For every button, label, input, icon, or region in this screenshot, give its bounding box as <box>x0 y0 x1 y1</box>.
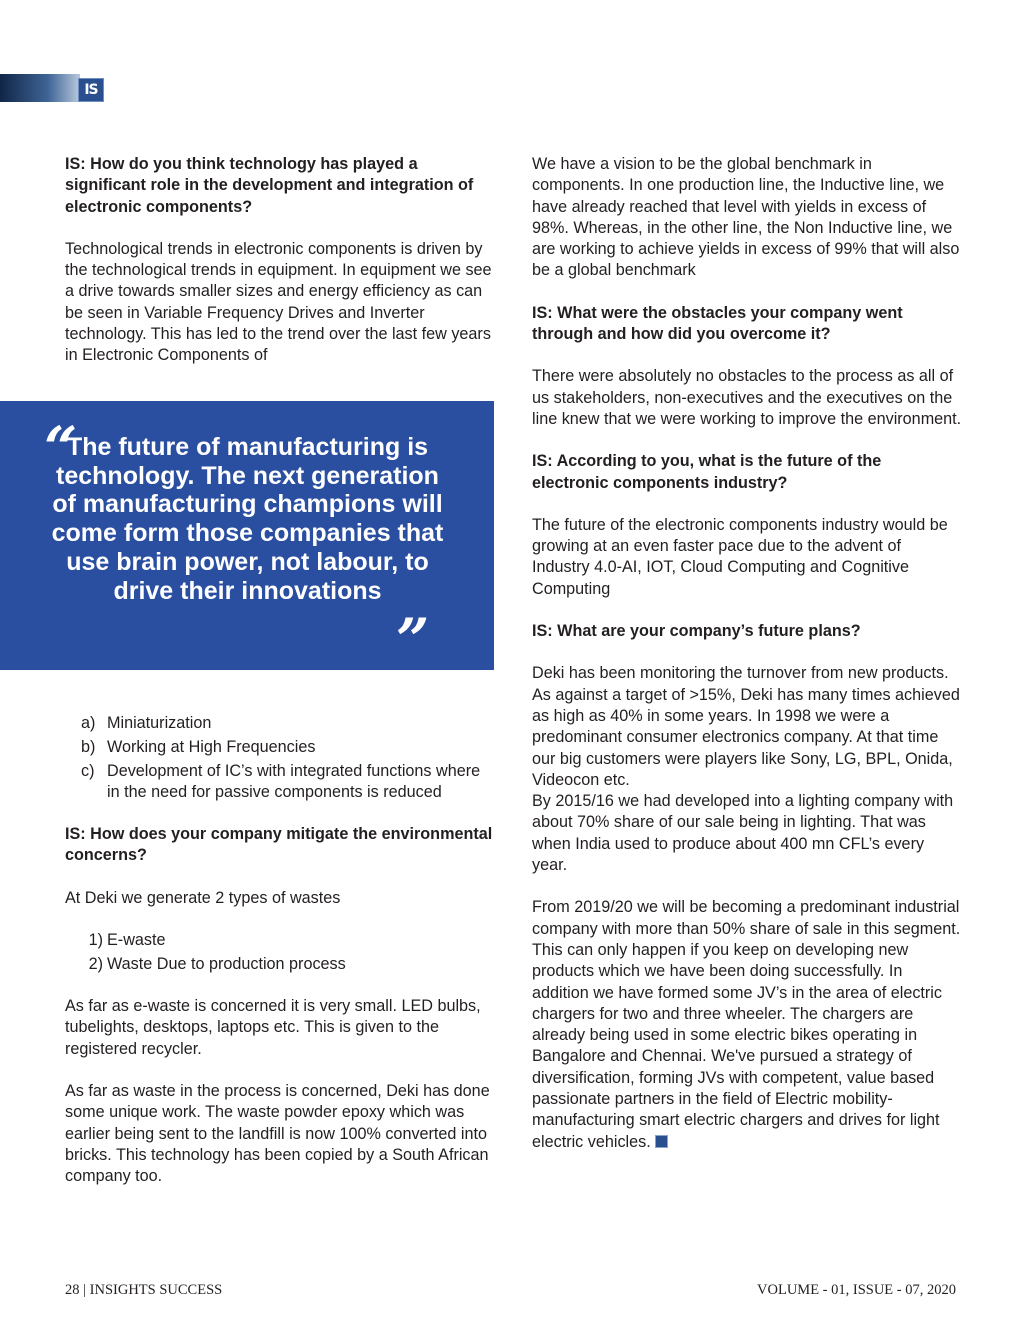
trends-list <box>65 713 497 803</box>
answer-ewaste: As far as e-waste is concerned it is very small. LED bulbs, tubelights, desktops, laptops etc. This is given to the registered recycler. <box>65 997 481 1058</box>
question-technology: IS: How do you think technology has played a significant role in the development and integration of electronic components? <box>65 155 474 216</box>
question-industry-future: IS: According to you, what is the future of the electronic components industry? <box>532 452 882 492</box>
magazine-logo: IS <box>78 78 104 102</box>
list-item: 2) Waste Due to production process <box>88 954 346 973</box>
answer-technology: Technological trends in electronic components is driven by the technological trends in equipment. In equipment we see a drive towards smaller sizes and energy efficiency as can be seen in Variable Frequency Drives and Inverter technology. This has led to the trend over the last few years in Electronic Components of <box>65 239 492 365</box>
answer-environment-intro: At Deki we generate 2 types of wastes <box>65 888 341 907</box>
answer-future-plans-3: From 2019/20 we will be becoming a predominant industrial company with more than 50% share of sale in this segment. This can only happen if you keep on developing new products which we have been doing successfully. In addition we have formed some JV’s in the area of electric chargers for two and three wheeler. The chargers are already being used in some electric bikes operating in Bangalore and Chennai. We've pursued a strategy of diversification, forming JVs with competent, value based passionate partners in the field of Electric mobility- manufacturing smart electric chargers and drives for light electric vehicles. <box>532 898 961 1151</box>
end-of-article-icon <box>655 1135 668 1148</box>
answer-obstacles: There were absolutely no obstacles to the process as all of us stakeholders, non-executives and the executives on the line knew that we were working to improve the environment. <box>532 367 962 428</box>
left-column-bottom <box>65 713 497 1209</box>
pull-quote-text: The future of manufacturing is technology. The next generation of manufacturing champions will come form those companies that use brain power, not labour, to drive their innovations <box>51 433 444 605</box>
header-color-bar <box>0 74 80 102</box>
right-column <box>532 154 962 1174</box>
open-quote-icon: “ <box>44 414 78 482</box>
close-quote-icon: ” <box>396 606 430 674</box>
vision-paragraph: We have a vision to be the global benchmark in components. In one production line, the Inductive line, we have already reached that level with yields in excess of 98%. Whereas, in the other line, the Non Inductive line, we are working to achieve yields in excess of 99% that will also be a global benchmark <box>532 155 960 280</box>
list-item: a) Miniaturization <box>81 714 212 732</box>
answer-process-waste: As far as waste in the process is concerned, Deki has done some unique work. The waste powder epoxy which was earlier being sent to the landfill is now 100% converted into bricks. This technology has been copied by a South African company too. <box>65 1082 490 1186</box>
answer-industry-future: The future of the electronic components industry would be growing at an even faster pace due to the advent of Industry 4.0-AI, IOT, Cloud Computing and Cognitive Computing <box>532 515 948 598</box>
footer-page-info: 28 | INSIGHTS SUCCESS <box>65 1282 223 1298</box>
waste-types-list <box>65 930 497 975</box>
list-item: 1) E-waste <box>88 931 166 950</box>
question-obstacles: IS: What were the obstacles your company went through and how did you overcome it? <box>532 303 903 344</box>
footer-issue-info: VOLUME - 01, ISSUE - 07, 2020 <box>757 1282 956 1298</box>
answer-future-plans-2: By 2015/16 we had developed into a lighting company with about 70% share of our sale being in lighting. That was when India used to produce about 400 mn CFL’s every year. <box>532 792 954 875</box>
list-item: b) Working at High Frequencies <box>81 737 316 756</box>
question-environment: IS: How does your company mitigate the environmental concerns? <box>65 825 493 865</box>
left-column-top <box>65 154 497 367</box>
question-future-plans: IS: What are your company’s future plans? <box>532 622 861 641</box>
answer-future-plans-1: Deki has been monitoring the turnover from new products. As against a target of >15%, Deki has many times achieved as high as 40% in some years. In 1998 we were a predominant consumer electronics company. At that time our big customers were players like Sony, LG, BPL, Onida, Videocon etc. <box>532 664 960 789</box>
pull-quote-box <box>0 401 494 674</box>
list-item: c) Development of IC’s with integrated functions where in the need for passive components is reduced <box>81 761 481 801</box>
